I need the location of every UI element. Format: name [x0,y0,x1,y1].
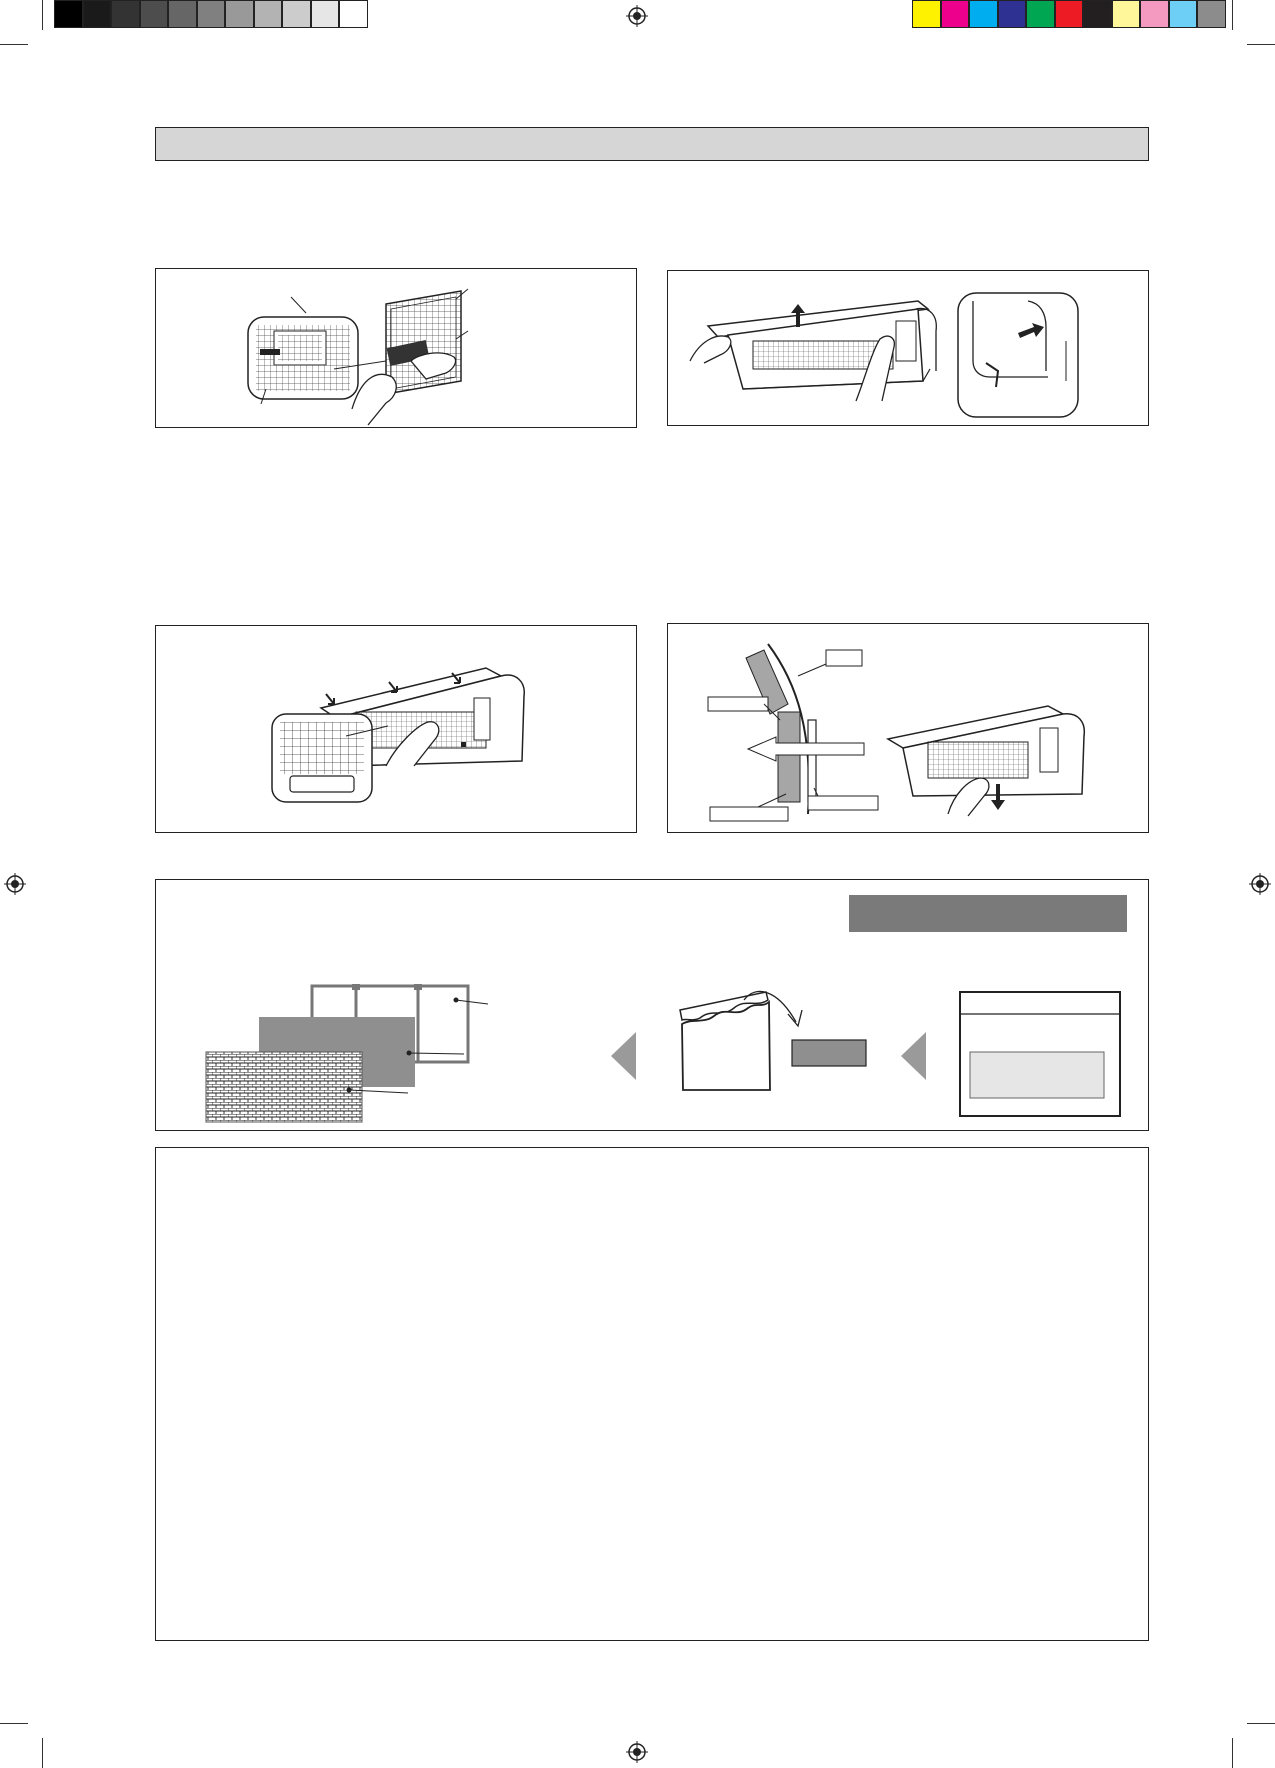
color-swatch [1140,0,1169,28]
color-swatch [1112,0,1141,28]
crop-mark-bottom-right-h [1247,1723,1275,1724]
notes-box [155,1147,1149,1641]
gray-swatch [168,0,197,28]
filter-section-illustration [668,624,1150,834]
gray-swatch [339,0,368,28]
color-swatch [1083,0,1112,28]
gray-swatch [111,0,140,28]
registration-target-left-icon [4,873,26,895]
registration-target-top-icon [626,5,648,27]
gray-swatch [311,0,340,28]
gray-swatch [282,0,311,28]
gray-swatch [140,0,169,28]
section-header-bar [155,127,1149,161]
crop-mark-bottom-left-v [42,1738,43,1768]
gray-swatch [225,0,254,28]
crop-mark-top-left-v [42,0,43,30]
crop-mark-top-right-h [1247,44,1275,45]
gray-swatch [83,0,112,28]
crop-mark-top-left-h [0,44,28,45]
gray-swatch [197,0,226,28]
filter-title-bar [849,895,1127,932]
registration-target-right-icon [1249,873,1271,895]
color-swatch [941,0,970,28]
color-swatch [969,0,998,28]
filter-cleaning-illustration [156,269,638,429]
figure-panel-open [667,270,1149,426]
color-swatch [1197,0,1226,28]
figure-filter-section [667,623,1149,833]
figure-filter-insert [155,625,637,833]
crop-mark-top-right-v [1232,0,1233,30]
color-swatch [998,0,1027,28]
filter-insert-illustration [156,626,638,834]
gray-swatch [54,0,83,28]
color-swatch [912,0,941,28]
figure-filter-cleaning [155,268,637,428]
gray-swatch [254,0,283,28]
panel-open-illustration [668,271,1150,427]
color-swatch [1055,0,1084,28]
crop-mark-bottom-right-v [1232,1738,1233,1768]
registration-target-bottom-icon [626,1741,648,1763]
crop-mark-bottom-left-h [0,1723,28,1724]
color-swatch [1026,0,1055,28]
color-swatch [1169,0,1198,28]
